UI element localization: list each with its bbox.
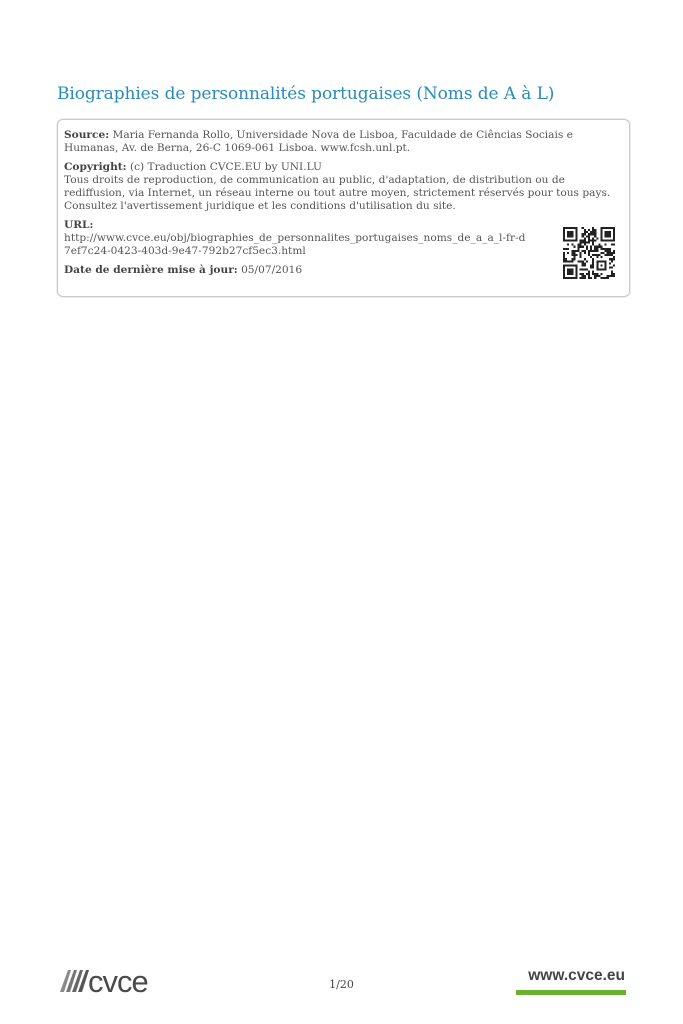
metadata-text — [64, 129, 620, 282]
site-link[interactable]: www.cvce.eu — [528, 967, 625, 984]
document-title: Biographies de personnalités portugaises (Noms de A à L) — [57, 84, 555, 104]
copyright-label: Copyright: — [64, 160, 127, 173]
url-link[interactable]: http://www.cvce.eu/obj/biographies_de_personnalites_portugaises_noms_de_a_a_l-fr-d7ef7c24-0423-403d-9e47-792b27cf5ec3.html — [64, 232, 526, 258]
metadata-box — [57, 119, 630, 297]
site-underline-bar — [516, 990, 626, 995]
source-label: Source: — [64, 129, 110, 141]
date-value: 05/07/2016 — [241, 263, 303, 276]
logo-text: cvce — [88, 964, 148, 998]
date-paragraph — [64, 264, 620, 277]
url-paragraph — [64, 219, 620, 259]
date-label: Date de dernière mise à jour: — [64, 263, 238, 276]
copyright-text: (c) Traduction CVCE.EU by UNI.LU — [129, 160, 322, 173]
qr-code-icon — [563, 227, 615, 279]
page-number: 1/20 — [329, 978, 354, 991]
url-label: URL: — [64, 218, 94, 231]
legal-notice-text: Consultez l'avertissement juridique et les conditions d'utilisation du site. — [64, 200, 456, 213]
copyright-paragraph — [64, 161, 620, 214]
rights-text: Tous droits de reproduction, de communication au public, d'adaptation, de distribution ou de rediffusion, via Internet, un réseau interne ou tout autre moyen, strictement réservés pour tous pays. — [64, 173, 611, 200]
source-paragraph — [64, 129, 620, 156]
source-text: Maria Fernanda Rollo, Universidade Nova de Lisboa, Faculdade de Ciências Sociais e Humanas, Av. de Berna, 26-C 1069-061 Lisboa. www.fcsh.unl.pt. — [64, 129, 573, 155]
